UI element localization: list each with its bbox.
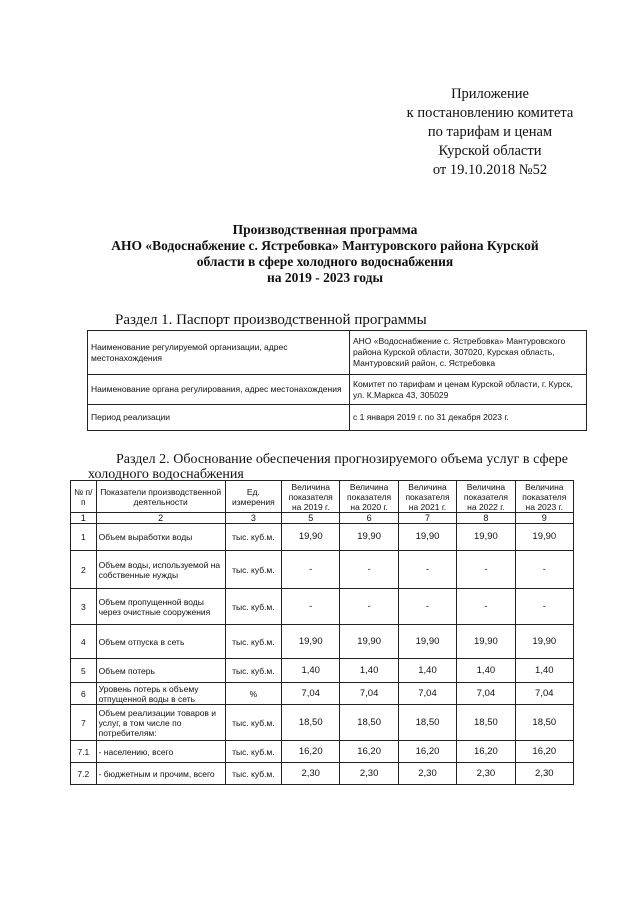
value-cell: 1,40 <box>398 659 456 683</box>
value-cell: 1,40 <box>282 659 340 683</box>
value-cell: 2,30 <box>457 763 515 785</box>
col-number: 5 <box>282 513 340 524</box>
value-cell: 2,30 <box>282 763 340 785</box>
title-line: области в сфере холодного водоснабжения <box>196 254 454 269</box>
indicator-name: - населению, всего <box>96 741 225 763</box>
col-number: 2 <box>96 513 225 524</box>
col-header: Величина показателя на 2023 г. <box>515 481 573 513</box>
section2-heading: Раздел 2. Обоснование обеспечения прогнозируемого объема услуг в сфере холодного водоснабжения <box>88 452 568 482</box>
value-cell: 18,50 <box>398 705 456 741</box>
appendix-block <box>380 85 600 180</box>
value-cell: - <box>457 589 515 625</box>
indicator-name: Объем пропущенной воды через очистные сооружения <box>96 589 225 625</box>
value-cell: 18,50 <box>340 705 398 741</box>
value-cell: 2,30 <box>398 763 456 785</box>
table-row <box>88 331 587 375</box>
value-cell: 19,90 <box>398 625 456 659</box>
value-cell: - <box>515 589 573 625</box>
passport-value: с 1 января 2019 г. по 31 декабря 2023 г. <box>350 405 587 431</box>
value-cell: 16,20 <box>282 741 340 763</box>
value-cell: 7,04 <box>340 683 398 705</box>
value-cell: 19,90 <box>282 625 340 659</box>
value-cell: - <box>398 551 456 589</box>
value-cell: 19,90 <box>515 625 573 659</box>
unit-cell: тыс. куб.м. <box>225 659 281 683</box>
table-row <box>71 589 574 625</box>
table-row <box>71 741 574 763</box>
table-row <box>88 405 587 431</box>
section1-heading: Раздел 1. Паспорт производственной программы <box>115 312 427 328</box>
table-row <box>88 375 587 405</box>
col-header: № п/п <box>71 481 97 513</box>
appendix-date: от 19.10.2018 №52 <box>432 162 548 178</box>
value-cell: 7,04 <box>282 683 340 705</box>
value-cell: 19,90 <box>340 625 398 659</box>
row-number: 1 <box>71 524 97 551</box>
row-number: 6 <box>71 683 97 705</box>
indicator-name: Объем отпуска в сеть <box>96 625 225 659</box>
appendix-line: по тарифам и ценам <box>427 124 553 140</box>
unit-cell: тыс. куб.м. <box>225 705 281 741</box>
value-cell: - <box>340 589 398 625</box>
passport-table <box>87 330 587 431</box>
value-cell: 16,20 <box>340 741 398 763</box>
value-cell: 19,90 <box>457 625 515 659</box>
unit-cell: тыс. куб.м. <box>225 625 281 659</box>
row-number: 7.2 <box>71 763 97 785</box>
indicator-name: Уровень потерь к объему отпущенной воды в сеть <box>96 683 225 705</box>
value-cell: 19,90 <box>398 524 456 551</box>
value-cell: 7,04 <box>457 683 515 705</box>
value-cell: 7,04 <box>515 683 573 705</box>
col-header: Показатели производственной деятельности <box>96 481 225 513</box>
col-number: 1 <box>71 513 97 524</box>
value-cell: 1,40 <box>340 659 398 683</box>
passport-key: Период реализации <box>88 405 350 431</box>
table-row <box>71 625 574 659</box>
document-title <box>95 222 555 286</box>
value-cell: - <box>340 551 398 589</box>
value-cell: 1,40 <box>515 659 573 683</box>
indicator-name: Объем выработки воды <box>96 524 225 551</box>
unit-cell: тыс. куб.м. <box>225 524 281 551</box>
table-row <box>71 683 574 705</box>
unit-cell: % <box>225 683 281 705</box>
col-number: 8 <box>457 513 515 524</box>
value-cell: 18,50 <box>282 705 340 741</box>
table-row <box>71 659 574 683</box>
col-number: 3 <box>225 513 281 524</box>
passport-key: Наименование регулируемой организации, адрес местонахождения <box>88 331 350 375</box>
value-cell: - <box>457 551 515 589</box>
title-line: на 2019 - 2023 годы <box>266 270 384 285</box>
table-row <box>71 705 574 741</box>
col-header: Величина показателя на 2022 г. <box>457 481 515 513</box>
value-cell: 16,20 <box>457 741 515 763</box>
indicator-name: - бюджетным и прочим, всего <box>96 763 225 785</box>
row-number: 2 <box>71 551 97 589</box>
appendix-line: Приложение <box>451 86 529 102</box>
value-cell: 1,40 <box>457 659 515 683</box>
appendix-line: Курской области <box>438 143 542 159</box>
row-number: 4 <box>71 625 97 659</box>
indicator-name: Объем потерь <box>96 659 225 683</box>
col-number: 9 <box>515 513 573 524</box>
table-row <box>71 551 574 589</box>
col-number: 6 <box>340 513 398 524</box>
value-cell: - <box>515 551 573 589</box>
passport-key: Наименование органа регулирования, адрес местонахождения <box>88 375 350 405</box>
value-cell: 18,50 <box>457 705 515 741</box>
indicators-table <box>70 480 574 785</box>
table-row <box>71 524 574 551</box>
indicator-name: Объем воды, используемой на собственные нужды <box>96 551 225 589</box>
row-number: 7.1 <box>71 741 97 763</box>
col-header: Величина показателя на 2020 г. <box>340 481 398 513</box>
row-number: 7 <box>71 705 97 741</box>
column-number-row <box>71 513 574 524</box>
passport-value: Комитет по тарифам и ценам Курской области, г. Курск, ул. К.Маркса 43, 305029 <box>350 375 587 405</box>
value-cell: 19,90 <box>282 524 340 551</box>
title-line: АНО «Водоснабжение с. Ястребовка» Мантуровского района Курской <box>111 238 539 253</box>
value-cell: - <box>398 589 456 625</box>
unit-cell: тыс. куб.м. <box>225 551 281 589</box>
value-cell: - <box>282 551 340 589</box>
title-line: Производственная программа <box>232 222 418 237</box>
appendix-line: к постановлению комитета <box>406 105 574 121</box>
row-number: 3 <box>71 589 97 625</box>
value-cell: 16,20 <box>398 741 456 763</box>
indicator-name: Объем реализации товаров и услуг, в том числе по потребителям: <box>96 705 225 741</box>
unit-cell: тыс. куб.м. <box>225 763 281 785</box>
value-cell: 2,30 <box>340 763 398 785</box>
header-row <box>71 481 574 513</box>
value-cell: 19,90 <box>457 524 515 551</box>
value-cell: 16,20 <box>515 741 573 763</box>
passport-value: АНО «Водоснабжение с. Ястребовка» Мантуровского района Курской области, 307020, Курская область, Мантуровский район, с. Ястребовка <box>350 331 587 375</box>
table-row <box>71 763 574 785</box>
value-cell: 2,30 <box>515 763 573 785</box>
value-cell: 19,90 <box>515 524 573 551</box>
value-cell: 18,50 <box>515 705 573 741</box>
value-cell: 19,90 <box>340 524 398 551</box>
col-header: Величина показателя на 2019 г. <box>282 481 340 513</box>
unit-cell: тыс. куб.м. <box>225 589 281 625</box>
row-number: 5 <box>71 659 97 683</box>
value-cell: - <box>282 589 340 625</box>
col-header: Ед. измерения <box>225 481 281 513</box>
col-number: 7 <box>398 513 456 524</box>
col-header: Величина показателя на 2021 г. <box>398 481 456 513</box>
value-cell: 7,04 <box>398 683 456 705</box>
unit-cell: тыс. куб.м. <box>225 741 281 763</box>
